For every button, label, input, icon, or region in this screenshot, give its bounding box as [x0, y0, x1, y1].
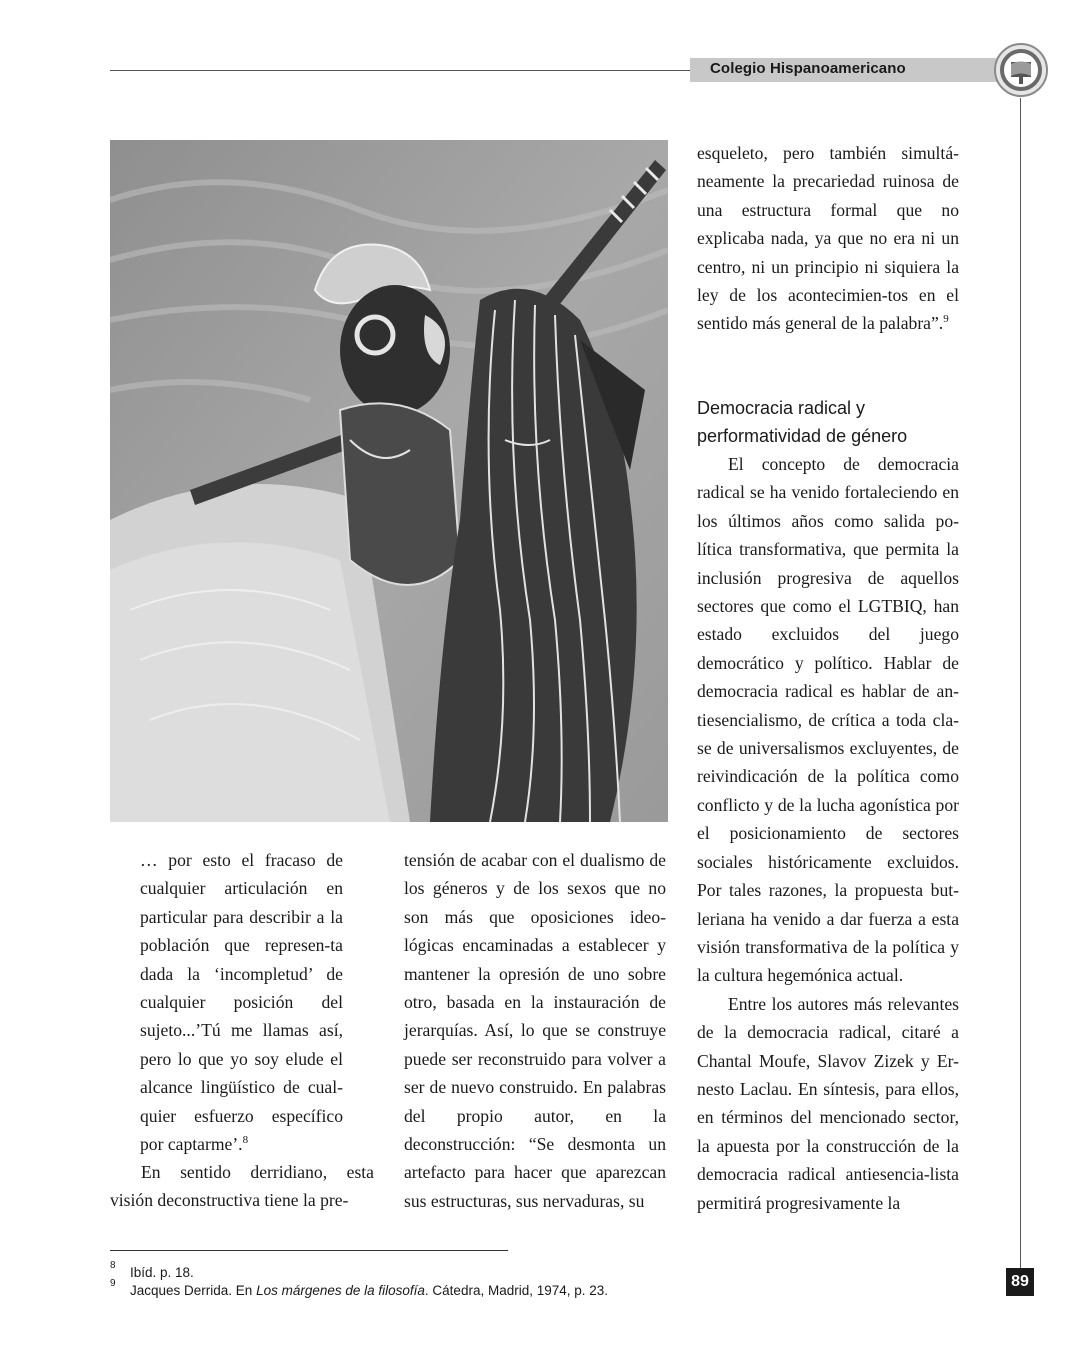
- column-left-quote: [140, 846, 343, 1158]
- paragraph-text: tensión de acabar con el dualismo de los géneros y de los sexos que no son más que oposiciones ideo-lógicas encaminadas a establecer y mantener la opresión de uno sobre otro, basada en la instauración de jerarquías. Así, lo que se construye puede ser reconstruido para volver a ser de nuevo construido. En palabras del propio autor, en la deconstrucción: “Se desmonta un artefacto para hacer que aparezcan sus estructuras, sus nervaduras, su: [404, 850, 666, 1211]
- margin-rule: [1020, 98, 1021, 1268]
- paragraph-text: Entre los autores más relevantes de la democracia radical, citaré a Chantal Moufe, Slavov Zizek y Er-nesto Laclau. En síntesis, para ellos, en términos del mencionado sector, la apuesta por la construcción de la democracia radical antiesencia-lista permitirá progresivamente la: [697, 993, 959, 1213]
- header-institution: Colegio Hispanoamericano: [710, 60, 906, 77]
- footnote-text: Ibíd. p. 18.: [130, 1265, 194, 1280]
- footnote-ref-9[interactable]: 9: [943, 313, 949, 326]
- section-heading: Democracia radical y performatividad de género: [697, 398, 908, 446]
- footnote-number: 8: [110, 1260, 116, 1271]
- header-rule: [110, 70, 690, 71]
- school-logo-icon: [993, 42, 1049, 98]
- footnote-text: Jacques Derrida. En Los márgenes de la filosofía. Cátedra, Madrid, 1974, p. 23.: [130, 1283, 609, 1298]
- paragraph-text: esqueleto, pero también simultá-neamente la precariedad ruinosa de una estructura formal que no explicaba nada, ya que no era ni un centro, ni un principio ni siquiera la ley de los acontecimien-tos en el sentido más general de la palabra”.: [697, 143, 959, 334]
- figure-painting: [110, 140, 668, 822]
- page-number: 89: [1006, 1268, 1034, 1296]
- column-middle: [404, 846, 666, 1215]
- footnote-ref-8[interactable]: 8: [242, 1134, 249, 1147]
- footnote-rule: [110, 1250, 508, 1251]
- painting-illustration: [110, 140, 668, 822]
- column-left-paragraph: [110, 1158, 374, 1215]
- column-right-continuation: [697, 139, 959, 338]
- paragraph-text: En sentido derridiano, esta visión deconstructiva tiene la pre-: [110, 1162, 374, 1211]
- column-right-body: [697, 450, 959, 1217]
- paragraph-text: El concepto de democracia radical se ha venido fortaleciendo en los últimos años como salida po-lítica transformativa, que permita la inclusión progresiva de aquellos sectores que como el LGTBIQ, han estado excluidos del juego democrático y político. Hablar de democracia radical es hablar de an-tiesencialismo, de crítica a toda cla-se de universalismos excluyentes, de reivindicación de la política como conflicto y de la lucha agonística por el posicionamiento de sectores sociales históricamente excluidos. Por tales razones, la propuesta but-leriana ha venido a dar fuerza a esta visión transformativa de la política y la cultura hegemónica actual.: [697, 454, 959, 986]
- footnote-number: 9: [110, 1278, 116, 1289]
- quote-text: … por esto el fracaso de cualquier articulación en particular para describir a la población que represen-ta dada la ‘incompletud’ de cualquier posición del sujeto...’Tú me llamas así, pero lo que yo soy elude el alcance lingüístico de cual-quier esfuerzo específico por captarme’.: [140, 850, 343, 1155]
- book-title: Los márgenes de la filosofía: [256, 1283, 425, 1298]
